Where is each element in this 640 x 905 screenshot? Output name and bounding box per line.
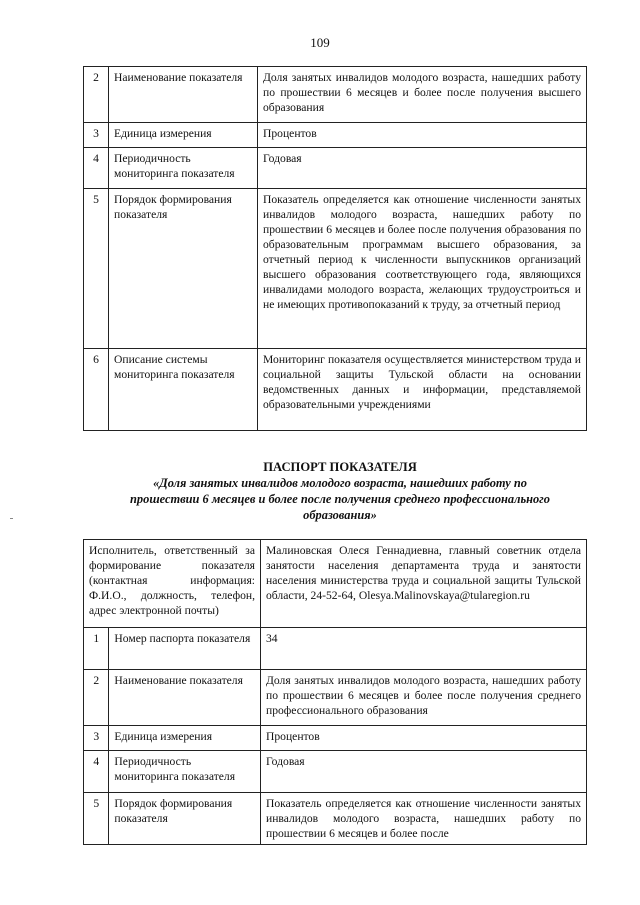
table-row [84,123,587,148]
row-value: Доля занятых инвалидов молодого возраста, нашедших работу по прошествии 6 месяцев и более после получения среднего профессионального образования [261,670,587,726]
row-label: Описание системы мониторинга показателя [109,349,258,431]
row-value: 34 [261,628,587,670]
executor-row [84,540,587,628]
executor-value: Малиновская Олеся Геннадиевна, главный советник отдела занятости населения департамента труда и занятости населения министерства труда и социальной защиты Тульской области, 24-52-64, Olesya.Malinovskaya@tularegion.ru [261,540,587,628]
margin-mark [10,518,13,519]
table-row [84,670,587,726]
row-value: Процентов [258,123,587,148]
table-row [84,793,587,845]
row-number: 2 [84,67,109,123]
table-row [84,726,587,751]
table-row [84,67,587,123]
row-label: Наименование показателя [109,67,258,123]
section-title: ПАСПОРТ ПОКАЗАТЕЛЯ [263,460,417,474]
row-value: Показатель определяется как отношение численности занятых инвалидов молодого возраста, нашедших работу по прошествии 6 месяцев и более после [261,793,587,845]
row-number: 1 [84,628,109,670]
row-number: 2 [84,670,109,726]
row-value: Процентов [261,726,587,751]
section-subtitle: «Доля занятых инвалидов молодого возраста, нашедших работу по прошествии 6 месяцев и более после получения среднего профессионального образования» [130,476,550,522]
table-row [84,189,587,349]
table-row [84,628,587,670]
row-label: Порядок формирования показателя [109,189,258,349]
row-number: 5 [84,189,109,349]
indicator-passport-table [83,539,587,845]
row-label: Порядок формирования показателя [109,793,261,845]
page-number: 109 [310,35,330,50]
row-value: Годовая [258,148,587,189]
row-number: 3 [84,123,109,148]
row-label: Единица измерения [109,726,261,751]
row-number: 3 [84,726,109,751]
row-label: Единица измерения [109,123,258,148]
row-label: Наименование показателя [109,670,261,726]
row-label: Периодичность мониторинга показателя [109,148,258,189]
executor-label: Исполнитель, ответственный за формирование показателя (контактная информация: Ф.И.О., должность, телефон, адрес электронной почты) [84,540,261,628]
row-number: 4 [84,751,109,793]
table-row [84,349,587,431]
row-number: 5 [84,793,109,845]
table-row [84,148,587,189]
row-value: Мониторинг показателя осуществляется министерством труда и социальной защиты Тульской области на основании ведомственных данных и информации, представляемой образовательными учреждениями [258,349,587,431]
indicator-table-continued [83,66,587,431]
row-value: Годовая [261,751,587,793]
row-number: 4 [84,148,109,189]
row-label: Периодичность мониторинга показателя [109,751,261,793]
row-value: Показатель определяется как отношение численности занятых инвалидов молодого возраста, нашедших работу по прошествии 6 месяцев и более после получения образования по образовательным программам высшего образования, за отчетный период к численности выпускников организаций высшего образования соответствующего года, являющихся инвалидами молодого возраста, желающих трудоустроиться и не имеющих противопоказаний к труду, за отчетный период [258,189,587,349]
table-row [84,751,587,793]
row-value: Доля занятых инвалидов молодого возраста, нашедших работу по прошествии 6 месяцев и более после получения высшего образования [258,67,587,123]
row-number: 6 [84,349,109,431]
row-label: Номер паспорта показателя [109,628,261,670]
